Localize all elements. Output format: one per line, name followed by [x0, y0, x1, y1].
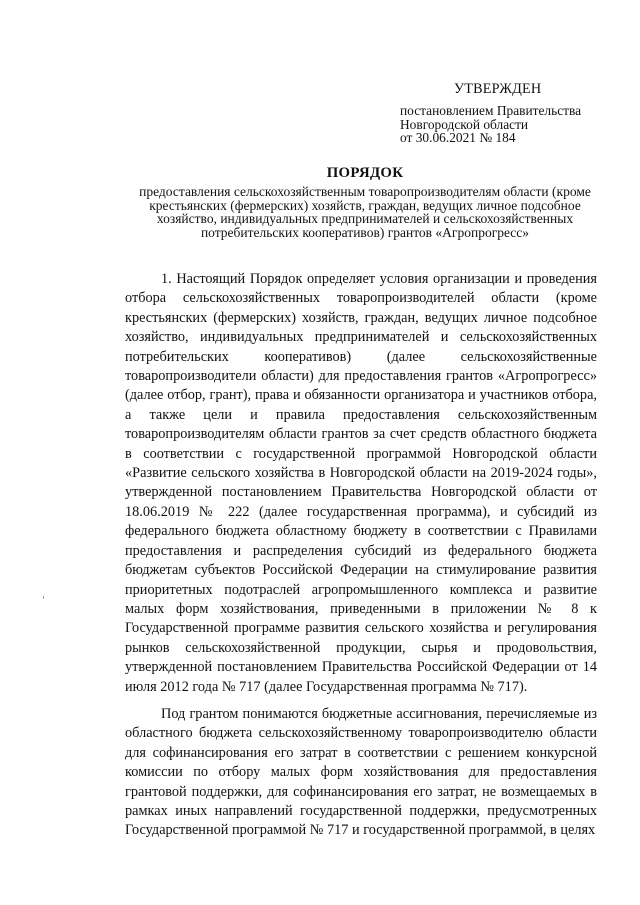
document-title: ПОРЯДОК: [326, 165, 404, 181]
approval-title: УТВЕРЖДЕН: [454, 81, 542, 97]
paragraph-1: 1. Настоящий Порядок определяет условия организации и проведения отбора сельскохозяйственных товаропроизводителей области (кроме крестьянских (фермерских) хозяйств, граждан, ведущих личное подсобное хозяйство, индивидуальных предпринимателей и сельскохозяйственных потребительских кооперативов) (далее сельскохозяйственные товаропроизводители области) для предоставления грантов «Агропрогресс» (далее отбор, грант), права и обязанности организатора и участников отбора, а также цели и правила предоставления сельскохозяйственным товаропроизводителям области грантов за счет средств областного бюджета в соответствии с государственной программой Новгородской области «Развитие сельского хозяйства в Новгородской области на 2019-2024 годы», утвержденной постановлением Правительства Новгородской области от 18.06.2019 № 222 (далее государственная программа), и субсидий из федерального бюджета областному бюджету в соответствии с Правилами предоставления и распределения субсидий из федерального бюджета бюджетам субъектов Российской Федерации на стимулирование развития приоритетных подотраслей агропромышленного комплекса и развитие малых форм хозяйствования, приведенными в приложении № 8 к Государственной программе развития сельского хозяйства и регулирования рынков сельскохозяйственной продукции, сырья и продовольствия, утвержденной постановлением Правительства Российской Федерации от 14 июля 2012 года № 717 (далее Государственная программа № 717).: [125, 271, 597, 695]
document-body: [125, 270, 597, 849]
approval-line-date-number: от 30.06.2021 № 184: [400, 130, 516, 146]
document-subtitle: предоставления сельскохозяйственным товаропроизводителям области (кроме крестьянских (фермерских) хозяйств, граждан, ведущих личное подсобное хозяйство, индивидуальных предпринимателей и сельскохозяйственных потребительских кооперативов) грантов «Агропрогресс»: [139, 184, 591, 240]
approval-line-resolution: постановлением Правительства: [400, 103, 582, 118]
approval-block: [400, 80, 610, 145]
document-heading: [125, 164, 605, 239]
scan-margin-mark: [43, 596, 44, 599]
approval-line-region: Новгородской области: [400, 116, 529, 132]
paragraph-2: Под грантом понимаются бюджетные ассигнования, перечисляемые из областного бюджета сельскохозяйственному товаропроизводителю области для софинансирования его затрат в соответствии с решением конкурсной комиссии по отбору малых форм хозяйствования для предоставления грантовой поддержки, для софинансирования его затрат, не возмещаемых в рамках иных направлений государственной поддержки, предусмотренных Государственной программой № 717 и государственной программой, в целях: [125, 705, 597, 839]
